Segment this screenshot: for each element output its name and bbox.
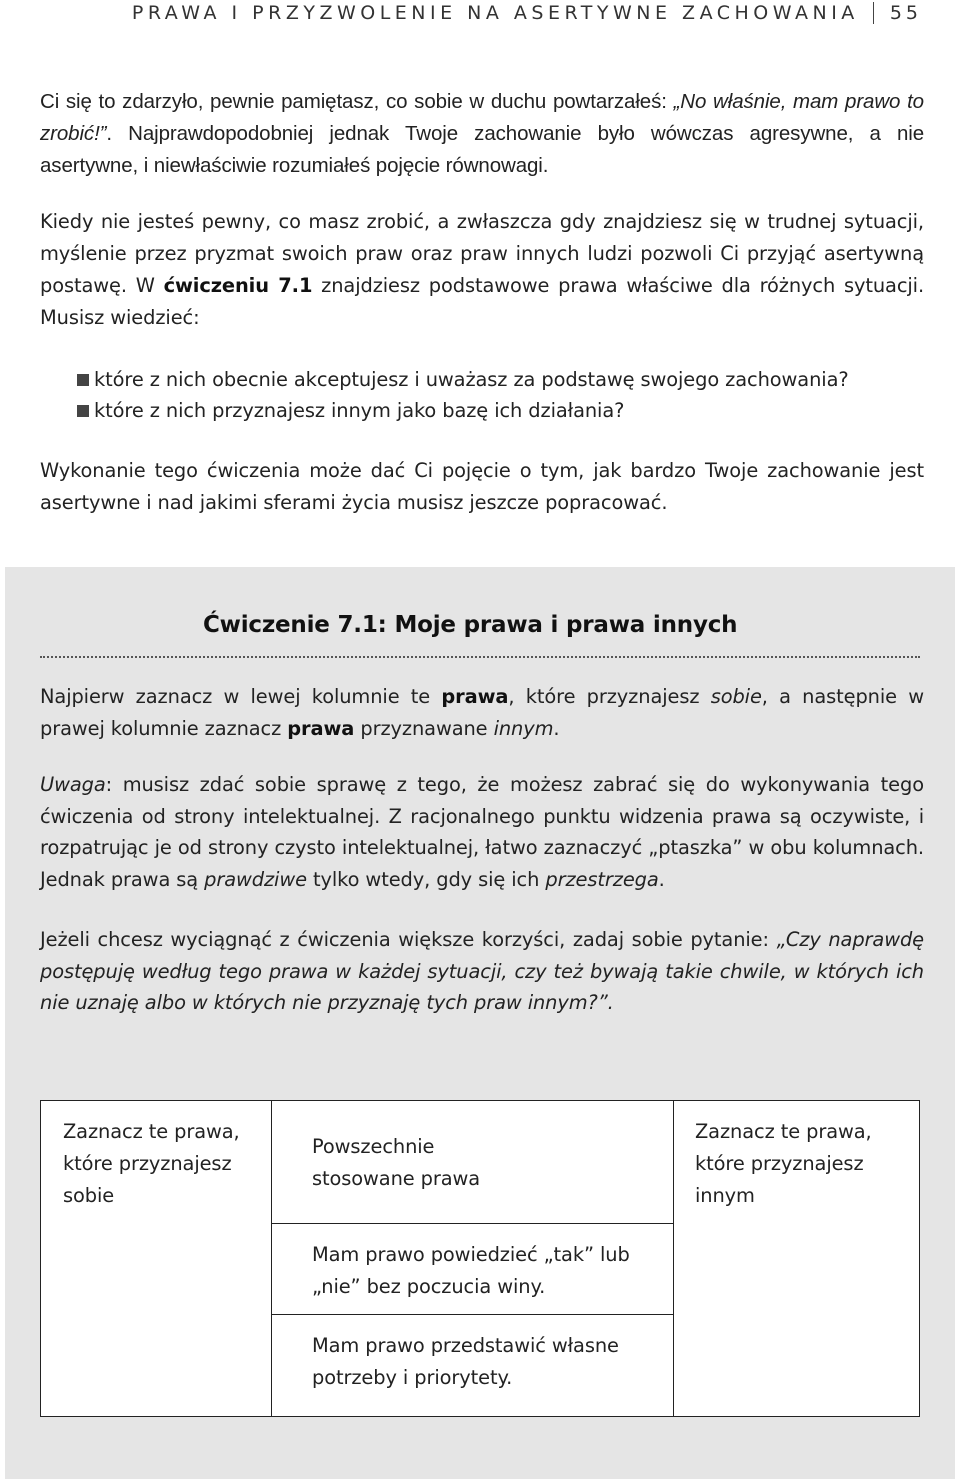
note-italic: przestrzega [545,867,659,891]
exercise-reference: ćwiczeniu 7.1 [163,274,313,297]
note-label: Uwaga [40,773,106,796]
dotted-divider [40,656,920,658]
bullet-square-icon [77,374,89,386]
instr-text: , które przyznajesz [508,685,711,708]
tip-quote: „Czy naprawdę postępuję według tego prawa w każdej sytuacji, czy też bywają takie chwile, w których ich nie uznaję albo w których nie przyznaję tych praw innym?”. [40,928,924,1014]
running-title: PRAWA I PRZYZWOLENIE NA ASERTYWNE ZACHOWANIA [131,2,859,24]
note-text: : musisz zdać sobie sprawę z tego, że możesz zabrać się do wykonywania tego ćwiczenia od strony intelektualnej. Z racjonalnego punktu widzenia prawa są oczywiste, i rozpatrując je od strony czysto intelektualnej, łatwo zaznaczyć „ptaszka” w obu kolumnach. Jednak prawa są [40,773,924,891]
intro-paragraph-3: Wykonanie tego ćwiczenia może dać Ci pojęcie o tym, jak bardzo Twoje zachowanie jest asertywne i nad jakimi sferami życia musisz jeszcze popracować. [40,459,924,514]
header-divider [873,2,874,24]
exercise-tip [40,924,924,1019]
exercise-title: Ćwiczenie 7.1: Moje prawa i prawa innych [203,612,738,638]
instr-italic: innym [493,716,554,740]
bullet-list [94,364,849,426]
running-header [132,2,922,24]
instr-text: Najpierw zaznacz w lewej kolumnie te [40,685,442,708]
list-item [94,395,849,426]
p1-quote: „No właśnie, mam prawo to zrobić!” [40,90,924,145]
table-column-divider [271,1101,272,1416]
bullet-square-icon [77,405,89,417]
list-item [94,364,849,395]
table-row: Mam prawo przedstawić własne potrzeby i priorytety. [312,1334,619,1389]
table-header-right: Zaznacz te prawa, które przyznajesz innym [695,1120,872,1207]
instr-text: przyznawane [354,716,494,740]
intro-paragraph-2 [40,206,924,334]
instr-text: . [553,716,560,740]
table-header-middle: Powszechnie stosowane prawa [312,1135,481,1190]
page-number: 55 [889,2,922,24]
table-header-left: Zaznacz te prawa, które przyznajesz sobie [63,1120,240,1207]
p2-end: znajdziesz podstawowe prawa właściwe dla różnych sytuacji. Musisz wiedzieć: [40,274,925,329]
tip-text: Jeżeli chcesz wyciągnąć z ćwiczenia większe korzyści, zadaj sobie pytanie: [40,928,777,951]
note-text: tylko wtedy, gdy się ich [306,867,546,891]
instr-text: , a następnie w prawej kolumnie zaznacz [40,685,924,740]
p2-start: Kiedy nie jesteś pewny, co masz zrobić, a zwłaszcza gdy znajdziesz się w trudnej sytuacji, myślenie przez pryzmat swoich praw oraz praw innych ludzi pozwoli Ci przyjąć asertywną postawę. W [40,210,924,297]
table-column-divider [673,1101,674,1416]
table-row-divider [271,1314,673,1315]
p1-start: Ci się to zdarzyło, pewnie pamiętasz, co sobie w duchu powtarzałeś: [40,90,674,113]
intro-paragraph-1 [40,86,924,182]
note-text: . [658,867,665,891]
note-italic: prawdziwe [204,867,307,891]
exercise-instructions [40,681,924,744]
bullet-text: które z nich przyznajesz innym jako bazę ich działania? [94,399,625,422]
instr-emph: prawa [441,685,509,708]
instr-italic: sobie [710,685,762,708]
rights-table [40,1100,920,1417]
bullet-text: które z nich obecnie akceptujesz i uważasz za podstawę swojego zachowania? [94,368,849,391]
instr-emph: prawa [287,716,355,740]
exercise-note [40,769,924,895]
p1-end: . Najprawdopodobniej jednak Twoje zachowanie było wówczas agresywne, a nie asertywne, i niewłaściwie rozumiałeś pojęcie równowagi. [40,122,924,177]
table-row-divider [271,1223,673,1224]
table-row: Mam prawo powiedzieć „tak” lub „nie” bez poczucia winy. [312,1243,630,1298]
